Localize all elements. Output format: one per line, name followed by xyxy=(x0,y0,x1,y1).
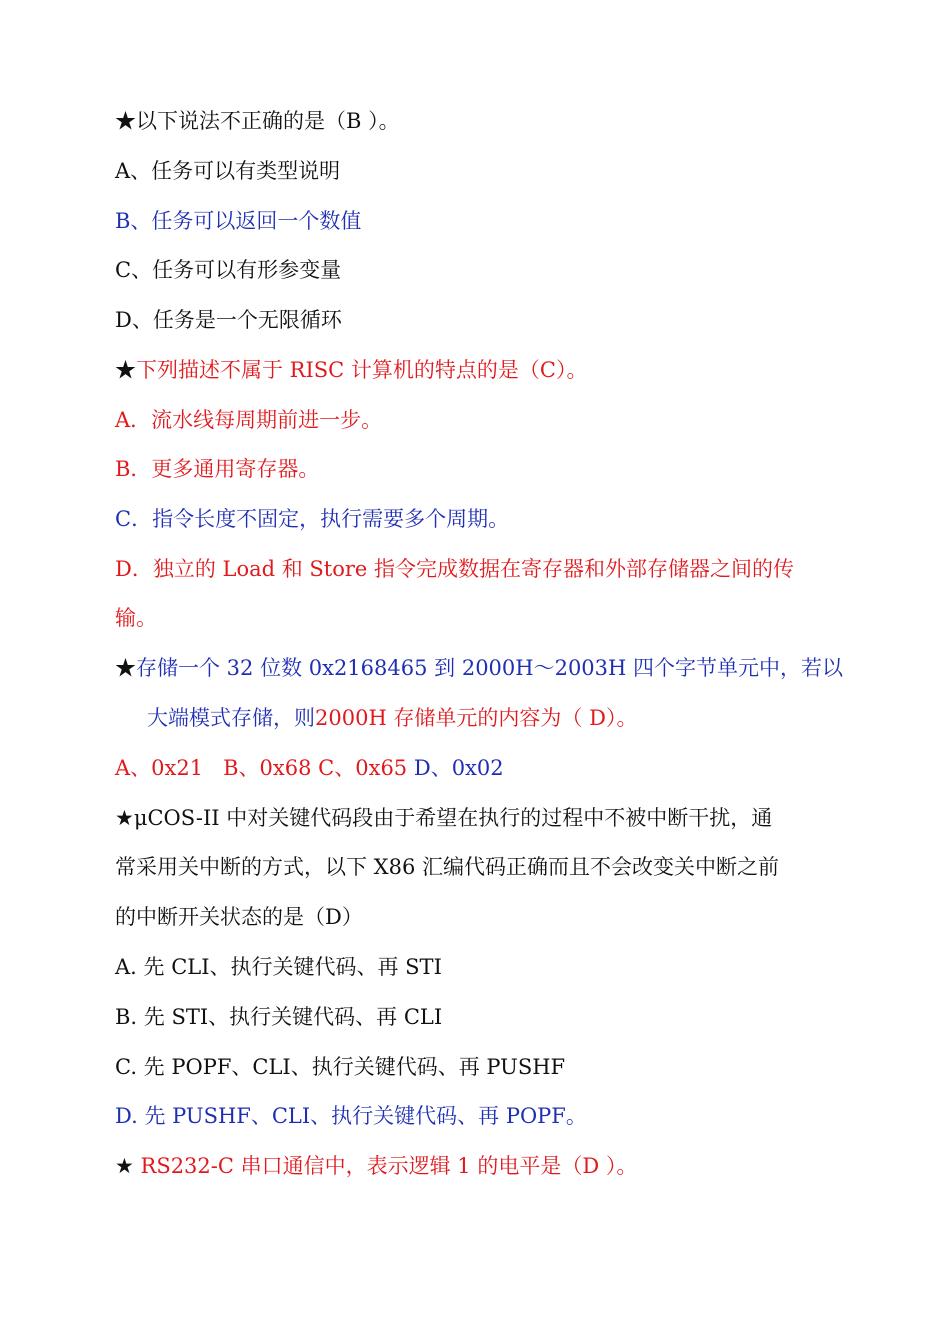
q2-option-b: B．更多通用寄存器。 xyxy=(115,457,320,481)
q3-options xyxy=(115,753,815,783)
q4-option-c: C. 先 POPF、CLI、执行关键代码、再 PUSHF xyxy=(115,1055,566,1079)
q1-stem xyxy=(115,106,815,136)
q3-stem-text-2b: 2000H 存储单元的内容为（ D）。 xyxy=(315,706,638,730)
q4-stem-line1 xyxy=(115,803,815,833)
q2-stem-text: 下列描述不属于 RISC 计算机的特点的是（C）。 xyxy=(136,358,588,382)
q2-option-a: A．流水线每周期前进一步。 xyxy=(115,408,383,432)
q4-option-b: B. 先 STI、执行关键代码、再 CLI xyxy=(115,1005,443,1029)
q3-option-d: D、0x02 xyxy=(413,756,504,780)
star-icon: ★ xyxy=(115,656,136,680)
q2-option-c: C．指令长度不固定，执行需要多个周期。 xyxy=(115,507,510,531)
q4-option-a: A. 先 CLI、执行关键代码、再 STI xyxy=(115,955,442,979)
q3-stem-line2 xyxy=(147,703,847,733)
q3-option-c: C、0x65 xyxy=(318,756,408,780)
q1-option-b: B、任务可以返回一个数值 xyxy=(115,209,362,233)
q5-stem xyxy=(115,1151,815,1181)
q1-option-c: C、任务可以有形参变量 xyxy=(115,258,342,282)
star-icon: ★ xyxy=(115,1154,134,1178)
q2-option-d-line2: 输。 xyxy=(115,606,157,630)
q1-option-a: A、任务可以有类型说明 xyxy=(115,159,341,183)
q3-option-b: B、0x68 xyxy=(223,756,312,780)
q3-stem-text-2a: 大端模式存储，则 xyxy=(147,706,315,730)
q4-stem-line2: 常采用关中断的方式，以下 X86 汇编代码正确而且不会改变关中断之前 xyxy=(115,855,780,879)
q4-stem-text-1: μCOS-II 中对关键代码段由于希望在执行的过程中不被中断干扰，通 xyxy=(133,806,773,830)
star-icon: ★ xyxy=(115,109,136,133)
q2-option-d-line1: D．独立的 Load 和 Store 指令完成数据在寄存器和外部存储器之间的传 xyxy=(115,557,795,581)
q1-option-d: D、任务是一个无限循环 xyxy=(115,308,342,332)
q3-stem-text-1: 存储一个 32 位数 0x2168465 到 2000H～2003H 四个字节单元中，若以 xyxy=(136,656,844,680)
q2-stem xyxy=(115,355,815,385)
q4-option-d: D. 先 PUSHF、CLI、执行关键代码、再 POPF。 xyxy=(115,1104,587,1128)
q3-option-a: A、0x21 xyxy=(115,756,204,780)
star-icon: ★ xyxy=(115,358,136,382)
q4-stem-line3: 的中断开关状态的是（D） xyxy=(115,905,363,929)
q1-stem-text: 以下说法不正确的是（B ）。 xyxy=(136,109,400,133)
q5-stem-text: RS232-C 串口通信中，表示逻辑 1 的电平是（D ）。 xyxy=(133,1154,638,1178)
q3-stem-line1 xyxy=(115,653,844,683)
star-icon: ★ xyxy=(115,806,134,830)
